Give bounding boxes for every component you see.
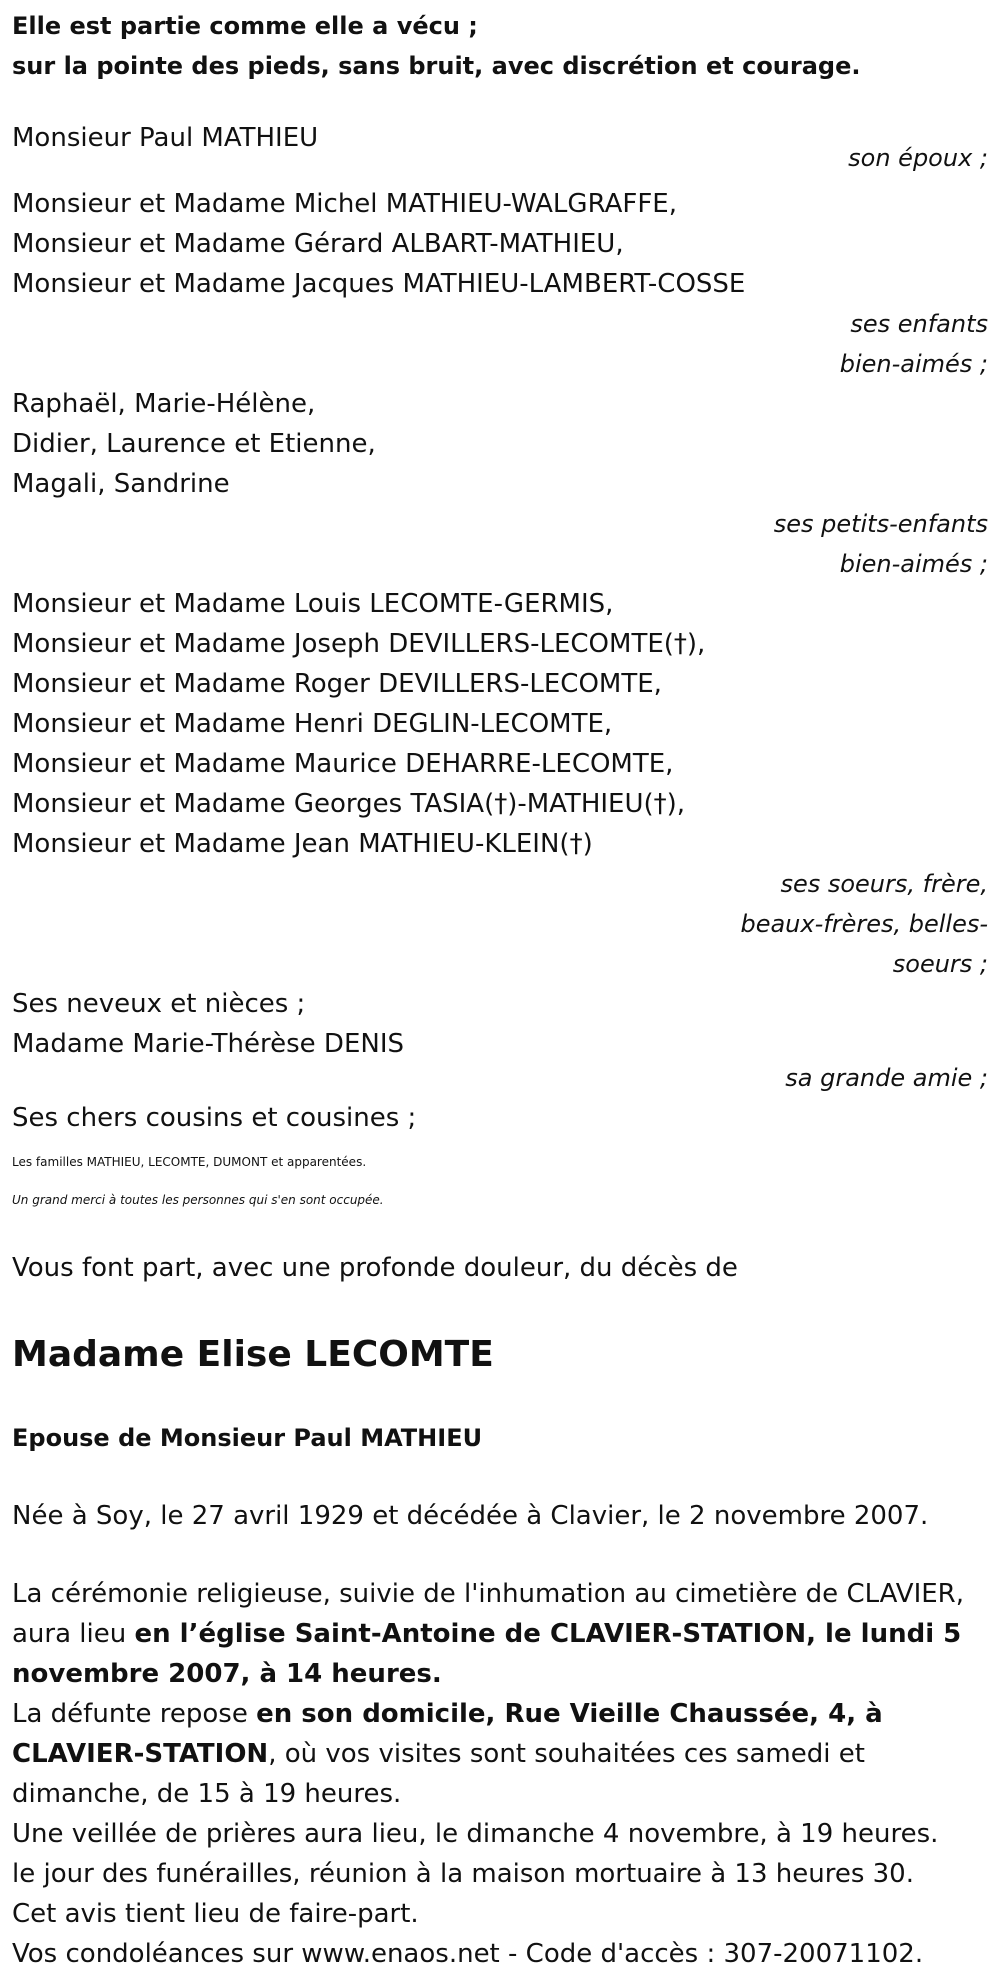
epigraph [12,6,988,86]
sibling-name: Monsieur et Madame Jean MATHIEU-KLEIN(†) [12,829,593,859]
vigil: Une veillée de prières aura lieu, le dimanche 4 novembre, à 19 heures. [12,1819,939,1849]
friend-names [12,984,988,1064]
epigraph-line-2: sur la pointe des pieds, sans bruit, avec discrétion et courage. [12,52,861,80]
cousins-names [12,1098,988,1138]
grandchild-name: Didier, Laurence et Etienne, [12,429,376,459]
deceased-name: Madame Elise LECOMTE [12,1334,494,1375]
grandchildren-relation: ses petits-enfants bien-aimés ; [773,510,988,578]
rest-paragraph [12,1694,988,1814]
siblings-names [12,584,988,864]
rest-visits: , où vos visites sont souhaitées ces samedi et dimanche, de 15 à 19 heures. [12,1739,865,1809]
epigraph-line-1: Elle est partie comme elle a vécu ; [12,12,478,40]
notice: Cet avis tient lieu de faire-part. [12,1899,419,1929]
condolences: Vos condoléances sur www.enaos.net - Code d'accès : 307-20071102. [12,1939,924,1969]
rest-address: en son domicile, Rue Vieille Chaussée, 4, à CLAVIER-STATION [12,1699,883,1769]
birth-death: Née à Soy, le 27 avril 1929 et décédée à Clavier, le 2 novembre 2007. [12,1501,929,1531]
sibling-name: Monsieur et Madame Maurice DEHARRE-LECOMTE, [12,749,674,779]
sibling-name: Monsieur et Madame Henri DEGLIN-LECOMTE, [12,709,613,739]
child-name: Monsieur et Madame Gérard ALBART-MATHIEU, [12,229,624,259]
deceased-subtitle: Epouse de Monsieur Paul MATHIEU [12,1424,483,1452]
announcement: Vous font part, avec une profonde douleur, du décès de [12,1253,738,1283]
ceremony-place-time: en l’église Saint-Antoine de CLAVIER-STATION, le lundi 5 novembre 2007, à 14 heures. [12,1619,962,1689]
thanks-note: Un grand merci à toutes les personnes qui s'en sont occupée. [12,1193,384,1207]
friend-relation: sa grande amie ; [785,1064,988,1092]
rest-intro: La défunte repose [12,1699,257,1729]
grandchildren-names [12,384,988,504]
nephews-line: Ses neveux et nièces ; [12,989,306,1019]
ceremony-paragraph [12,1574,988,1694]
children-relation: ses enfants bien-aimés ; [839,310,988,378]
ceremony-intro: La cérémonie religieuse, suivie de l'inhumation au cimetière de CLAVIER, aura lieu [12,1579,965,1649]
spouse-name: Monsieur Paul MATHIEU [12,123,319,153]
details-block [12,1496,988,1974]
sibling-name: Monsieur et Madame Louis LECOMTE-GERMIS, [12,589,614,619]
children-names [12,184,988,304]
child-name: Monsieur et Madame Michel MATHIEU-WALGRAFFE, [12,189,677,219]
families-note: Les familles MATHIEU, LECOMTE, DUMONT et apparentées. [12,1155,367,1169]
sibling-name: Monsieur et Madame Georges TASIA(†)-MATHIEU(†), [12,789,686,819]
grandchild-name: Raphaël, Marie-Hélène, [12,389,316,419]
spouse-relation: son époux ; [848,144,988,172]
funeral-day: le jour des funérailles, réunion à la maison mortuaire à 13 heures 30. [12,1859,914,1889]
cousins-line: Ses chers cousins et cousines ; [12,1103,417,1133]
announcement-block [12,1248,988,1288]
sibling-name: Monsieur et Madame Roger DEVILLERS-LECOMTE, [12,669,662,699]
friend-name: Madame Marie-Thérèse DENIS [12,1029,405,1059]
obituary-page [0,6,1000,1969]
grandchild-name: Magali, Sandrine [12,469,230,499]
sibling-name: Monsieur et Madame Joseph DEVILLERS-LECOMTE(†), [12,629,706,659]
child-name: Monsieur et Madame Jacques MATHIEU-LAMBERT-COSSE [12,269,746,299]
siblings-relation: ses soeurs, frère, beaux-frères, belles- soeurs ; [740,870,988,978]
